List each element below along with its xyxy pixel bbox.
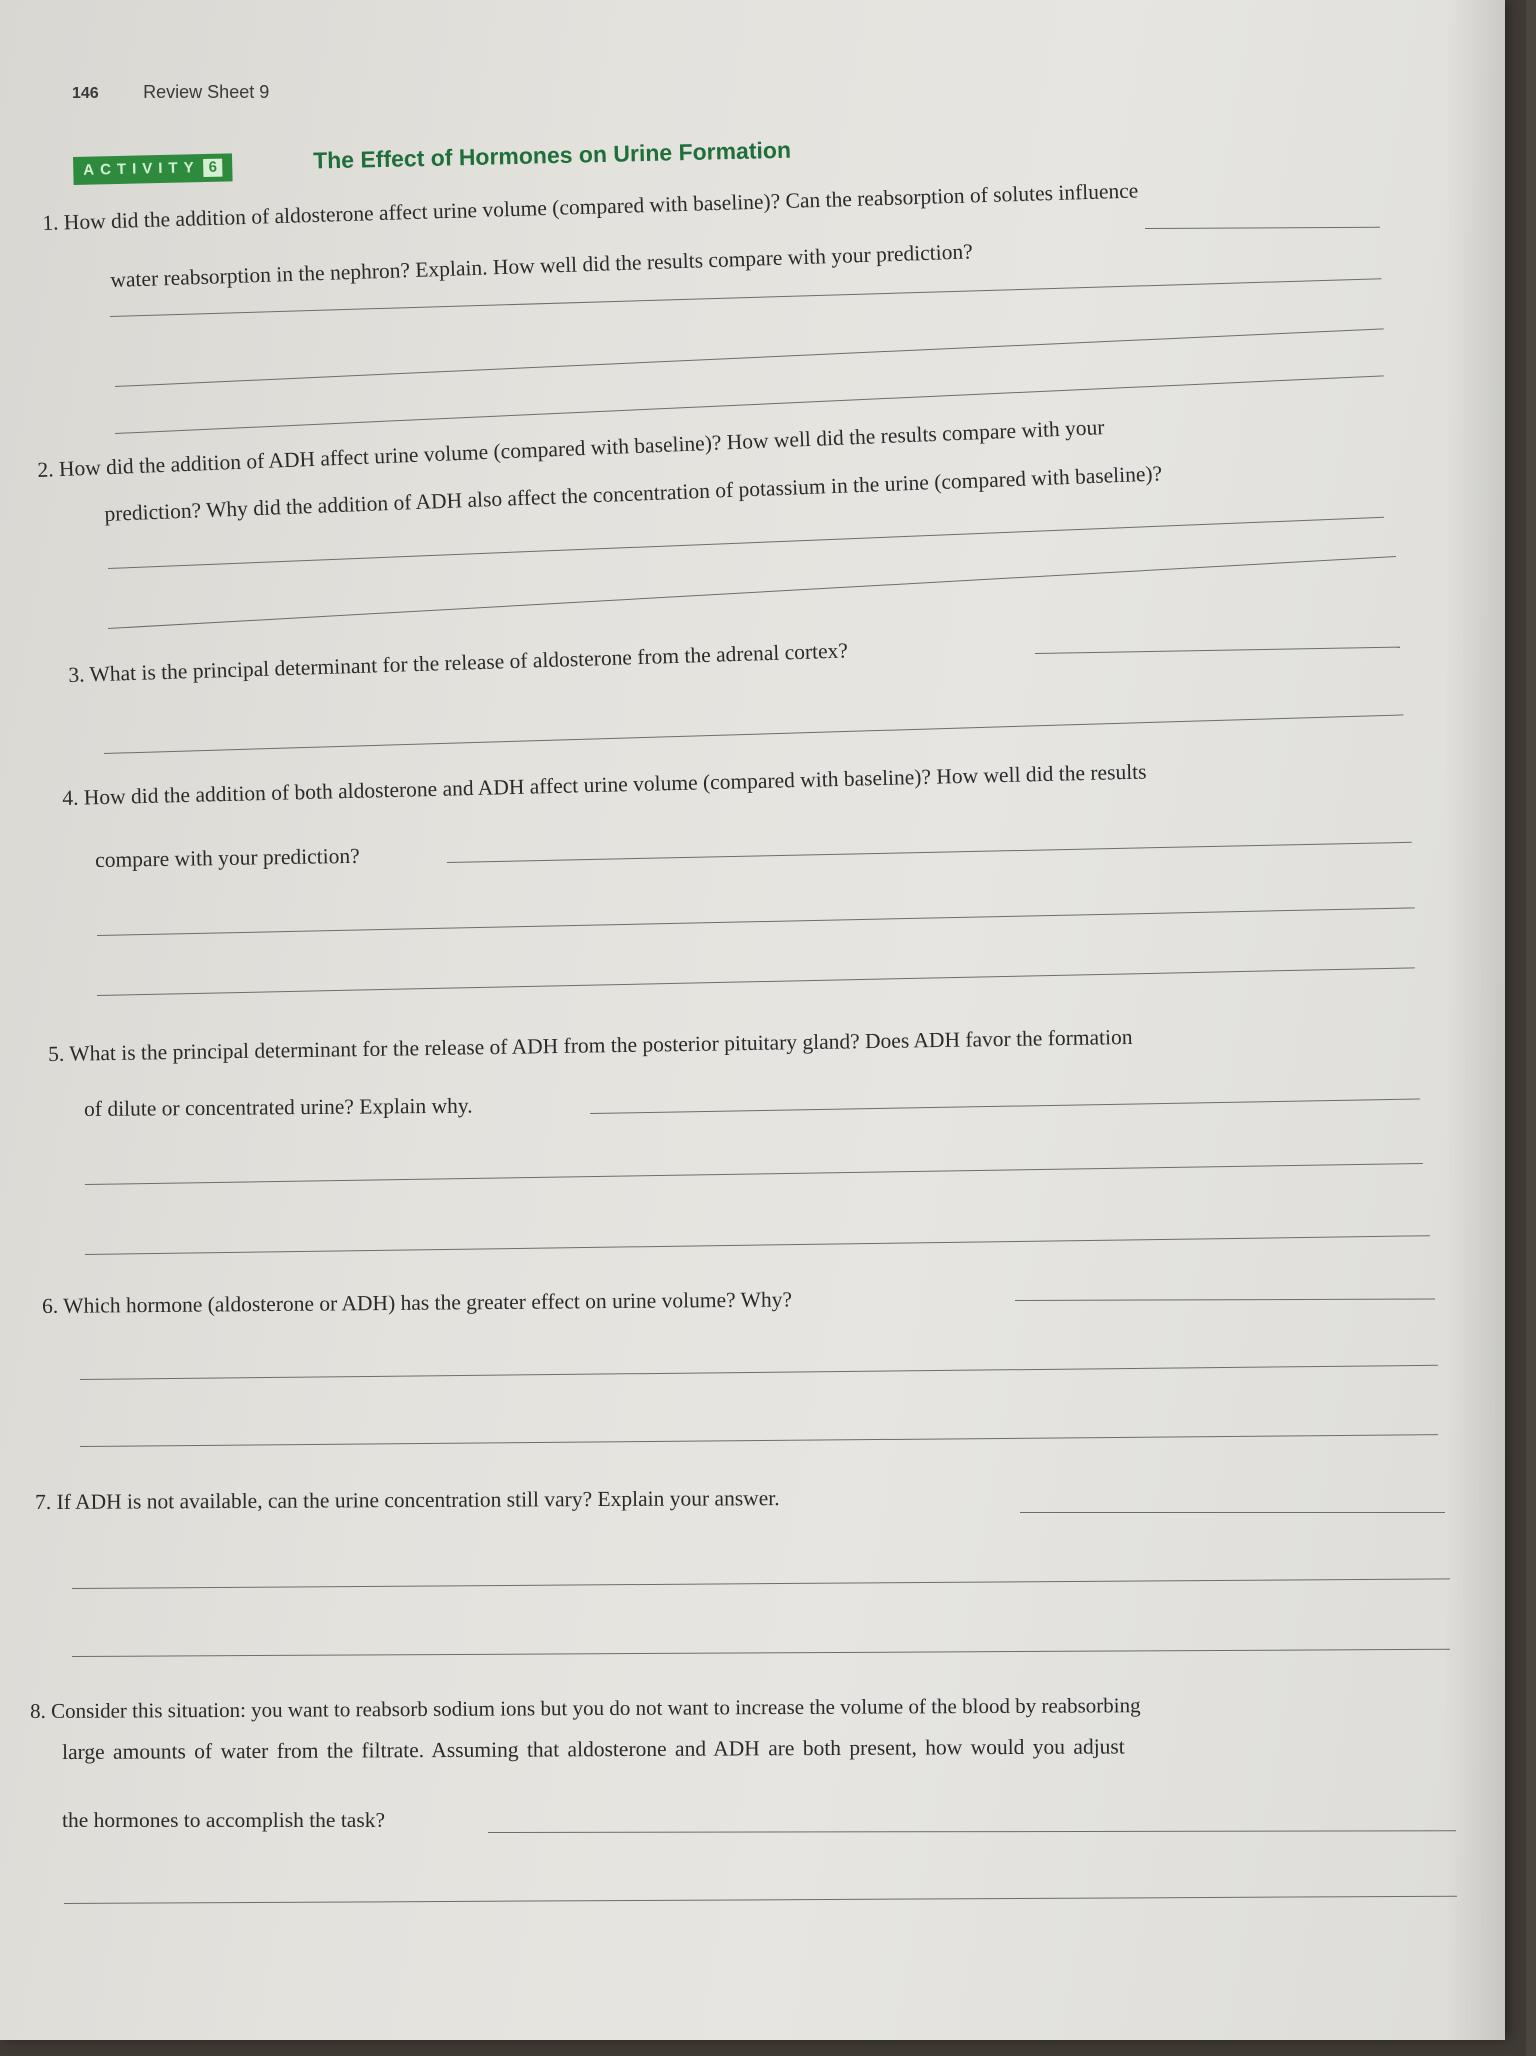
answer-line[interactable] bbox=[108, 556, 1396, 629]
answer-line[interactable] bbox=[1020, 1512, 1445, 1513]
answer-line[interactable] bbox=[488, 1830, 1456, 1833]
question-number: 6. bbox=[42, 1293, 59, 1318]
answer-line[interactable] bbox=[80, 1365, 1438, 1380]
question-number: 3. bbox=[68, 662, 85, 687]
answer-line[interactable] bbox=[104, 714, 1403, 754]
activity-title: The Effect of Hormones on Urine Formation bbox=[312, 136, 792, 174]
sheet-title: Review Sheet 9 bbox=[143, 82, 270, 102]
answer-line[interactable] bbox=[97, 967, 1415, 996]
activity-label: ACTIVITY bbox=[83, 159, 200, 179]
question-text: How did the addition of ADH affect urine volume (compared with baseline)? How well did the results compare with your bbox=[58, 415, 1105, 482]
question-text: What is the principal determinant for the release of aldosterone from the adrenal cortex? bbox=[89, 638, 849, 687]
question-8-line-1 bbox=[30, 1693, 1141, 1724]
question-2-line-2: prediction? Why did the addition of ADH also affect the concentration of potassium in the urine (compared with baseline)? bbox=[104, 461, 1163, 526]
question-text: How did the addition of both aldosterone and ADH affect urine volume (compared with baseline)? How well did the results bbox=[83, 759, 1147, 810]
answer-line[interactable] bbox=[115, 375, 1384, 434]
question-5-line-1 bbox=[48, 1025, 1133, 1067]
question-5-line-2: of dilute or concentrated urine? Explain why. bbox=[84, 1093, 473, 1121]
answer-line[interactable] bbox=[1015, 1299, 1435, 1301]
answer-line[interactable] bbox=[1035, 647, 1400, 654]
question-number: 8. bbox=[30, 1698, 46, 1723]
question-6-line-1 bbox=[42, 1287, 792, 1319]
answer-line[interactable] bbox=[85, 1163, 1423, 1185]
answer-line[interactable] bbox=[72, 1578, 1450, 1589]
activity-number: 6 bbox=[203, 159, 222, 177]
question-1-line-1 bbox=[42, 178, 1139, 236]
answer-line[interactable] bbox=[115, 328, 1384, 387]
answer-line[interactable] bbox=[85, 1235, 1430, 1255]
question-number: 4. bbox=[62, 785, 79, 810]
answer-line[interactable] bbox=[80, 1434, 1438, 1447]
answer-line[interactable] bbox=[108, 517, 1384, 569]
question-number: 5. bbox=[48, 1041, 65, 1066]
answer-line[interactable] bbox=[447, 842, 1412, 863]
question-3-line-1 bbox=[68, 639, 848, 688]
answer-line[interactable] bbox=[72, 1649, 1450, 1657]
question-8-line-3: the hormones to accomplish the task? bbox=[62, 1808, 386, 1832]
question-4-line-1 bbox=[62, 760, 1147, 811]
answer-line[interactable] bbox=[64, 1896, 1457, 1904]
page-number: 146 bbox=[72, 85, 99, 102]
question-text: Which hormone (aldosterone or ADH) has the greater effect on urine volume? Why? bbox=[63, 1287, 793, 1318]
question-text: How did the addition of aldosterone affect urine volume (compared with baseline)? Can the reabsorption of solutes influence bbox=[63, 178, 1139, 235]
question-4-line-2: compare with your prediction? bbox=[95, 843, 360, 872]
question-1-line-2: water reabsorption in the nephron? Explain. How well did the results compare with your prediction? bbox=[110, 239, 974, 292]
question-text: What is the principal determinant for the release of ADH from the posterior pituitary gland? Does ADH favor the formation bbox=[69, 1024, 1133, 1066]
notebook-binding-edge bbox=[1526, 0, 1536, 2056]
question-7-line-1 bbox=[35, 1486, 780, 1515]
question-text: If ADH is not available, can the urine concentration still vary? Explain your answer. bbox=[56, 1486, 780, 1514]
answer-line[interactable] bbox=[590, 1099, 1420, 1114]
question-text: Consider this situation: you want to reabsorb sodium ions but you do not want to increase the volume of the blood by reabsorbing bbox=[50, 1693, 1141, 1723]
question-number: 1. bbox=[42, 210, 59, 235]
answer-line[interactable] bbox=[97, 907, 1415, 936]
answer-line[interactable] bbox=[1145, 227, 1380, 229]
question-number: 7. bbox=[35, 1489, 52, 1514]
question-number: 2. bbox=[37, 457, 55, 482]
question-8-line-2: large amounts of water from the filtrate. Assuming that aldosterone and ADH are both present, how would you adjust bbox=[62, 1734, 1125, 1764]
